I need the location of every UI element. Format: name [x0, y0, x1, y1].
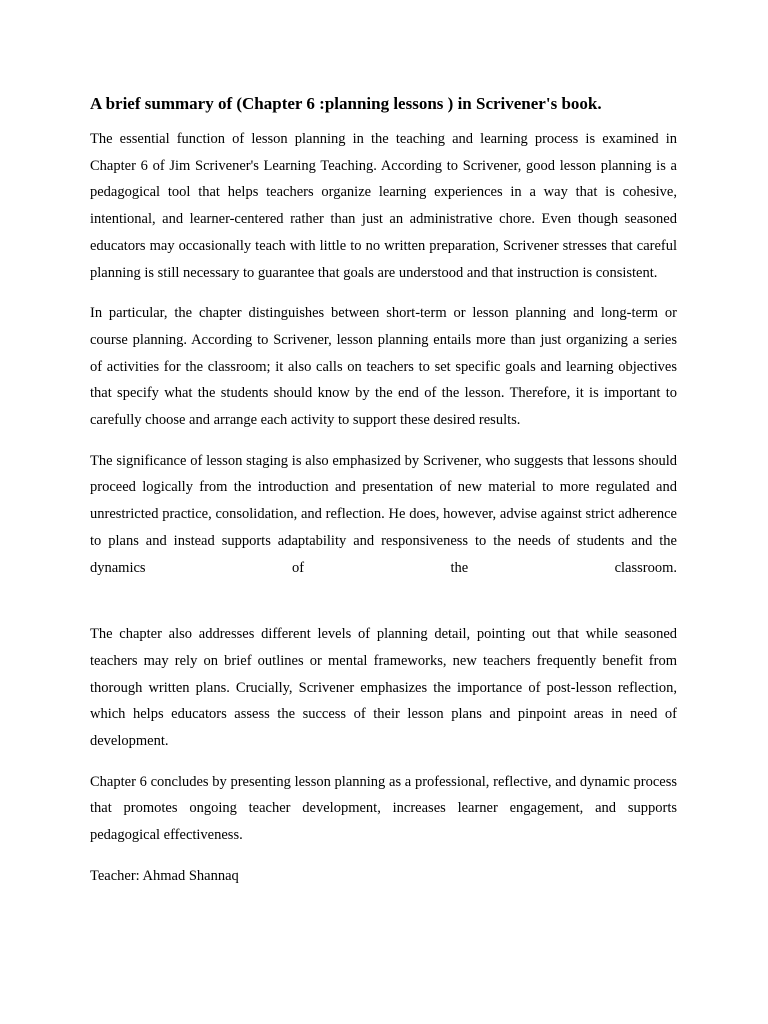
signature: Teacher: Ahmad Shannaq: [90, 867, 239, 884]
paragraph-1: The essential function of lesson planning in the teaching and learning process is examined in Chapter 6 of Jim Scrivener's Learning Teaching. According to Scrivener, good lesson planning is a pedagogical tool that helps teachers organize learning experiences in a way that is cohesive, intentional, and learner-centered rather than just an administrative chore. Even though seasoned educators may occasionally teach with little to no written preparation, Scrivener stresses that careful planning is still necessary to guarantee that goals are understood and that instruction is consistent.: [90, 131, 677, 281]
paragraph-2: In particular, the chapter distinguishes between short-term or lesson planning and long-term or course planning. According to Scrivener, lesson planning entails more than just organizing a series of activities for the classroom; it also calls on teachers to set specific goals and learning objectives that specify what the students should know by the end of the lesson. Therefore, it is important to carefully choose and arrange each activity to support these desired results.: [90, 305, 677, 429]
paragraph-3: The significance of lesson staging is also emphasized by Scrivener, who suggests that lessons should proceed logically from the introduction and presentation of new material to more regulated and unrestricted practice, consolidation, and reflection. He does, however, advise against strict adherence to plans and instead supports adaptability and responsiveness to the needs of students and the dynamics of the classroom.: [90, 452, 677, 576]
paragraph-5: Chapter 6 concludes by presenting lesson planning as a professional, reflective, and dynamic process that promotes ongoing teacher development, increases learner engagement, and supports pedagogical effectiveness.: [90, 773, 677, 844]
document-body: [90, 92, 677, 890]
paragraph-4: The chapter also addresses different levels of planning detail, pointing out that while seasoned teachers may rely on brief outlines or mental frameworks, new teachers frequently benefit from thorough written plans. Crucially, Scrivener emphasizes the importance of post-lesson reflection, which helps educators assess the success of their lesson plans and pinpoint areas in need of development.: [90, 626, 677, 750]
document-title: A brief summary of (Chapter 6 :planning lessons ) in Scrivener's book.: [90, 94, 602, 113]
